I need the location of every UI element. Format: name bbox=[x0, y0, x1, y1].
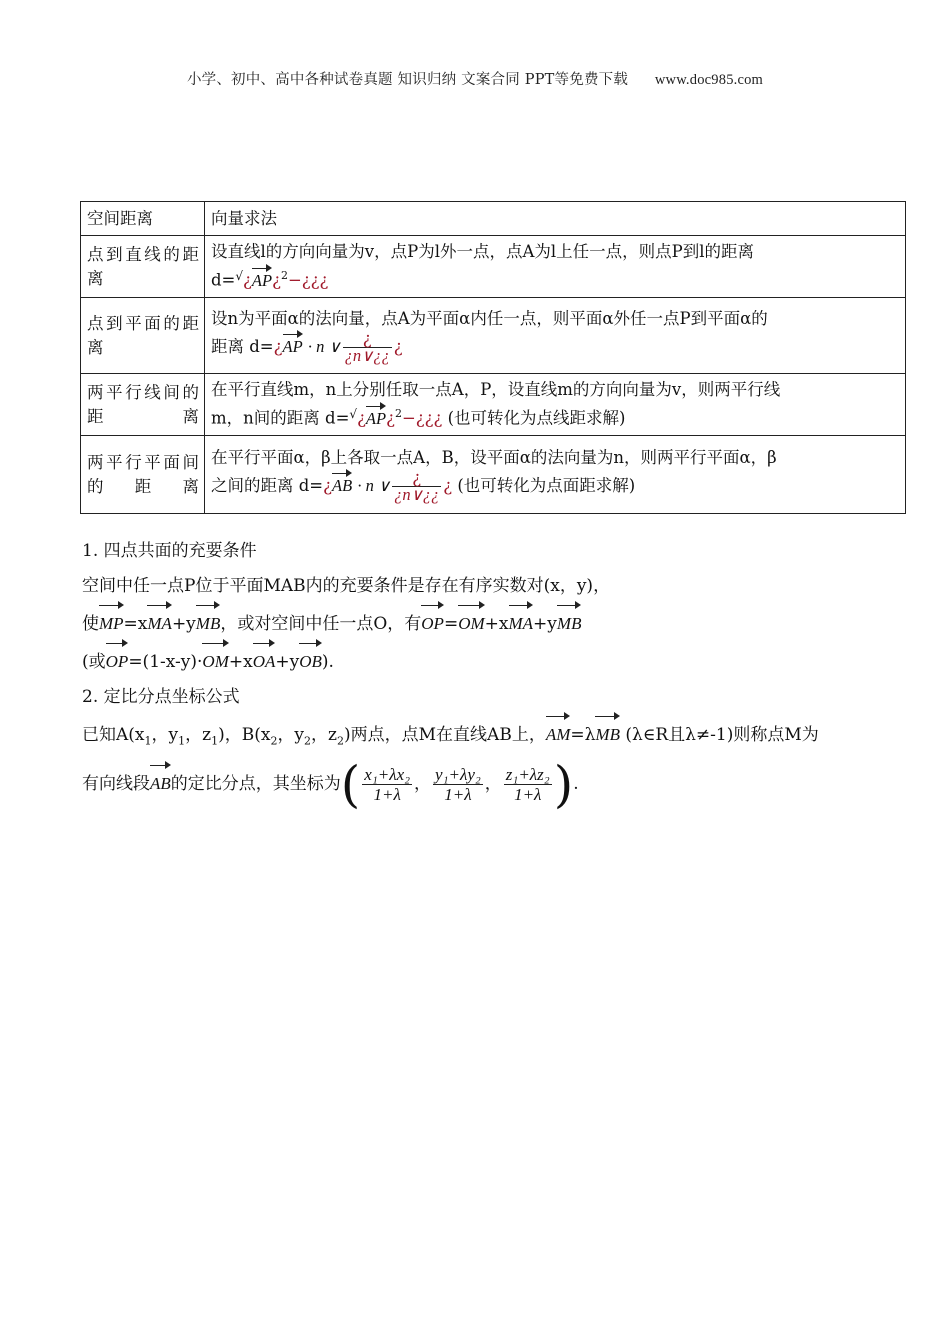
text: ， bbox=[484, 774, 502, 795]
text: =(1-x-y)· bbox=[128, 652, 203, 672]
col-header-distance: 空间距离 bbox=[81, 202, 205, 236]
garble: ¿ bbox=[243, 270, 252, 290]
vector-ab: AB bbox=[150, 764, 171, 801]
root-sign: √ bbox=[235, 269, 244, 284]
subscript: 1 bbox=[144, 734, 152, 748]
fraction bbox=[343, 331, 392, 364]
section-line: 空间中任一点P位于平面MAB内的充要条件是存在有序实数对(x，y)， bbox=[82, 576, 611, 596]
row-content bbox=[205, 298, 906, 374]
subscript: 2 bbox=[270, 734, 278, 748]
fraction-numerator: ¿ bbox=[392, 470, 441, 487]
text: ， bbox=[414, 774, 432, 795]
page-header bbox=[0, 68, 950, 89]
text: =λ bbox=[570, 725, 596, 745]
row-text: 设n为平面α的法向量，点A为平面α内任一点，则平面α外任一点P到平面α的 bbox=[211, 309, 768, 328]
dot-n: · n ∨ bbox=[307, 337, 341, 356]
dot-n: · n ∨ bbox=[357, 476, 391, 495]
text: 使 bbox=[82, 614, 99, 634]
subscript: 2 bbox=[304, 734, 312, 748]
fraction-denominator: 1+λ bbox=[373, 785, 401, 805]
fraction-denominator: ¿n∨¿¿ bbox=[344, 346, 390, 365]
text: . bbox=[573, 774, 579, 795]
vector-mb: MB bbox=[557, 604, 582, 641]
text: )，B(x bbox=[218, 725, 271, 745]
text: +y bbox=[171, 614, 196, 634]
text: (或 bbox=[82, 652, 106, 672]
vector-am: AM bbox=[546, 715, 571, 752]
vector-mb: MB bbox=[595, 715, 620, 752]
header-text: 小学、初中、高中各种试卷真题 知识归纳 文案合同 PPT等免费下载 bbox=[186, 72, 629, 88]
row-content bbox=[205, 374, 906, 436]
vector-ma: MA bbox=[147, 604, 172, 641]
table-header-row bbox=[81, 202, 906, 236]
section-coplanar bbox=[82, 534, 908, 814]
text: 有向线段 bbox=[82, 774, 150, 795]
text: ). bbox=[321, 652, 334, 672]
garble: ¿ bbox=[272, 270, 281, 290]
table-row bbox=[81, 436, 906, 514]
vector-ab: AB bbox=[332, 472, 352, 498]
text: ，z bbox=[311, 725, 338, 745]
text: +y bbox=[533, 614, 557, 634]
vector-op: OP bbox=[106, 642, 129, 679]
garble: ¿ bbox=[357, 408, 366, 428]
garble: ¿ bbox=[443, 476, 453, 495]
row-content bbox=[205, 436, 906, 514]
subscript: 1 bbox=[211, 734, 219, 748]
section-line bbox=[82, 755, 908, 814]
vector-ap: AP bbox=[366, 405, 386, 431]
section-line bbox=[82, 715, 908, 758]
text: +x bbox=[484, 614, 509, 634]
text: +y bbox=[275, 652, 300, 672]
section-line bbox=[82, 604, 908, 642]
garble-tail: −¿¿¿ bbox=[287, 270, 329, 290]
root-sign: √ bbox=[349, 407, 358, 422]
col-header-method: 向量求法 bbox=[205, 202, 906, 236]
row-text: 设直线l的方向向量为v，点P为l外一点，点A为l上任一点，则点P到l的距离 bbox=[211, 242, 755, 262]
garble: ¿ bbox=[323, 476, 332, 495]
fraction bbox=[392, 470, 441, 503]
row-name: 两平行平面间的距离 bbox=[81, 436, 205, 514]
vector-ap: AP bbox=[252, 267, 272, 293]
garble-tail: −¿¿¿ bbox=[401, 408, 443, 428]
garble: ¿ bbox=[386, 408, 395, 428]
fraction-x bbox=[362, 765, 412, 804]
formula-prefix: d= bbox=[211, 270, 236, 290]
fraction-numerator: x₁+λx₂ bbox=[364, 765, 411, 785]
formula-prefix: 之间的距离 d= bbox=[211, 476, 324, 495]
row-text: 在平行平面α，β上各取一点A，B，设平面α的法向量为n，则两平行平面α，β bbox=[211, 448, 777, 467]
text: = bbox=[123, 614, 138, 634]
text: = bbox=[443, 614, 459, 634]
text: 的定比分点，其坐标为 bbox=[170, 774, 341, 795]
text: )两点，点M在直线AB上， bbox=[344, 725, 546, 745]
fraction-numerator: z₁+λz₂ bbox=[505, 765, 550, 785]
row-name: 点到平面的距离 bbox=[81, 298, 205, 374]
text: ，y bbox=[277, 725, 305, 745]
text: ，y bbox=[151, 725, 179, 745]
fraction-numerator: ¿ bbox=[343, 331, 392, 348]
vector-ma: MA bbox=[509, 604, 534, 641]
vector-om: OM bbox=[202, 642, 228, 679]
vector-mb: MB bbox=[196, 604, 221, 641]
formula-prefix: 距离 d= bbox=[211, 337, 274, 356]
text: 已知A(x bbox=[82, 725, 145, 745]
garble: ¿ bbox=[393, 337, 403, 356]
text: ，z bbox=[185, 725, 212, 745]
vector-oa: OA bbox=[253, 642, 276, 679]
fraction-numerator: y₁+λy₂ bbox=[435, 765, 481, 785]
vector-om: OM bbox=[458, 604, 484, 641]
text: ，或对空间中任一点O，有 bbox=[220, 614, 422, 634]
row-note: (也可转化为点线距求解) bbox=[447, 408, 626, 428]
table-row bbox=[81, 236, 906, 298]
garble: ¿ bbox=[273, 337, 283, 356]
text: +x bbox=[228, 652, 253, 672]
header-url[interactable]: www.doc985.com bbox=[654, 72, 764, 88]
row-text: 在平行直线m，n上分别任取一点A，P，设直线m的方向向量为v，则两平行线 bbox=[211, 380, 781, 400]
table-row bbox=[81, 298, 906, 374]
fraction-y bbox=[433, 765, 483, 804]
subscript: 2 bbox=[337, 734, 345, 748]
formula-prefix: m，n间的距离 d= bbox=[211, 408, 350, 428]
left-paren: ( bbox=[340, 755, 361, 814]
fraction-denominator: 1+λ bbox=[444, 785, 472, 805]
row-content bbox=[205, 236, 906, 298]
distance-table bbox=[80, 201, 906, 514]
section-title: 2. 定比分点坐标公式 bbox=[82, 687, 240, 707]
vector-ob: OB bbox=[299, 642, 322, 679]
text: x bbox=[137, 614, 148, 634]
fraction-z bbox=[504, 765, 552, 804]
table-row bbox=[81, 374, 906, 436]
row-note: (也可转化为点面距求解) bbox=[457, 476, 636, 495]
vector-ap: AP bbox=[283, 333, 303, 359]
fraction-denominator: 1+λ bbox=[514, 785, 542, 805]
vector-mp: MP bbox=[99, 604, 124, 641]
fraction-denominator: ¿n∨¿¿ bbox=[394, 485, 440, 504]
exponent: 2 bbox=[280, 269, 288, 283]
row-name: 点到直线的距离 bbox=[81, 236, 205, 298]
vector-op: OP bbox=[421, 604, 444, 641]
subscript: 1 bbox=[178, 734, 186, 748]
text: (λ∈R且λ≠-1)则称点M为 bbox=[625, 725, 819, 745]
right-paren: ) bbox=[553, 755, 574, 814]
section-title: 1. 四点共面的充要条件 bbox=[82, 541, 257, 561]
exponent: 2 bbox=[394, 407, 402, 421]
row-name: 两平行线间的距离 bbox=[81, 374, 205, 436]
section-line bbox=[82, 642, 908, 680]
